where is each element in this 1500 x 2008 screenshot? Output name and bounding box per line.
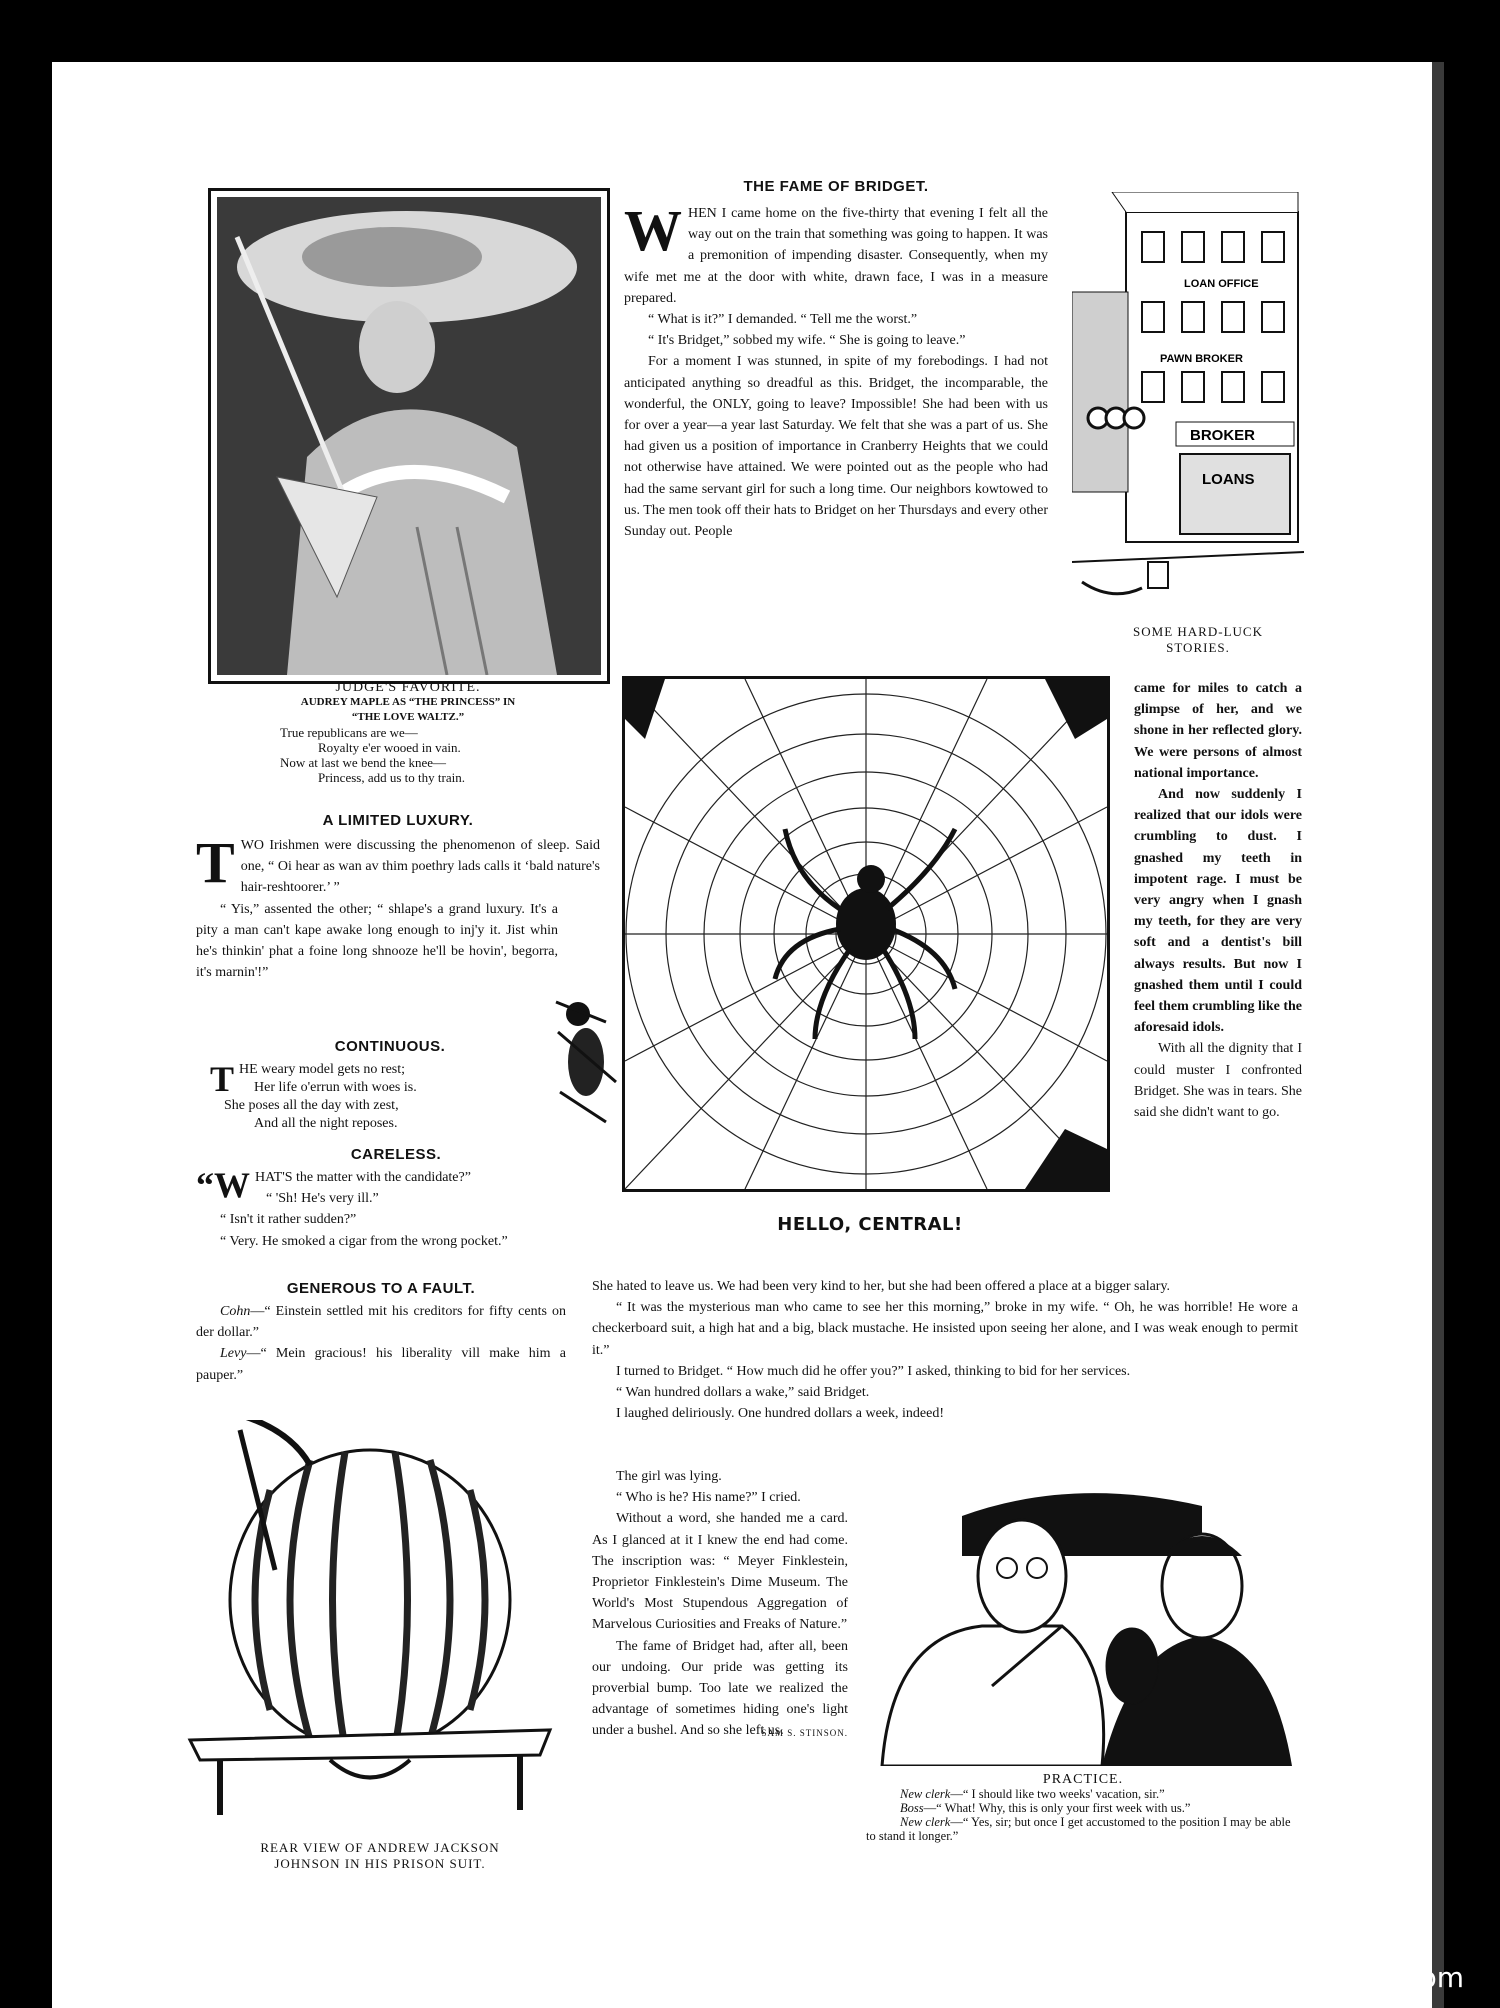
careless-line-1: HAT'S the matter with the candidate?” bbox=[255, 1170, 471, 1185]
judge-sub1: AUDREY MAPLE AS “THE PRINCESS” IN bbox=[300, 696, 516, 708]
generous-line-2: —“ Mein gracious! his liberality vill make him a pauper.” bbox=[196, 1346, 566, 1383]
bridget-wide-3: I turned to Bridget. “ How much did he offer you?” I asked, thinking to bid for her services. bbox=[616, 1363, 1131, 1379]
practice-line-2: —“ What! Why, this is only your first week with us.” bbox=[923, 1801, 1191, 1815]
loan-office-sign: LOAN OFFICE bbox=[1184, 278, 1259, 290]
bridget-wide-4: “ Wan hundred dollars a wake,” said Bridget. bbox=[616, 1385, 870, 1401]
practice-line-3: —“ Yes, sir; but once I get accustomed to the position I may be able to stand it longer.” bbox=[866, 1815, 1291, 1843]
bridget-side-column bbox=[1134, 678, 1302, 1123]
loans-sign: LOANS bbox=[1202, 471, 1255, 488]
bridget-narrow-1: The girl was lying. bbox=[616, 1469, 722, 1484]
generous-title: GENEROUS TO A FAULT. bbox=[286, 1280, 476, 1297]
bridget-para-2: “ What is it?” I demanded. “ Tell me the worst.” bbox=[648, 312, 918, 328]
judge-verse-4: Princess, add us to thy train. bbox=[318, 770, 465, 785]
bridget-narrow-3: Without a word, she handed me a card. As I glanced at it I knew the end had come. The inscription was: “ Meyer Finklestein, Proprietor Finklestein's Dime Museum. The World's Most Stupendous Aggregation of Marvelous Curiosities and Freaks of Nature.” bbox=[592, 1511, 848, 1633]
fame-of-bridget-article bbox=[624, 178, 1048, 542]
page-edge bbox=[1432, 62, 1444, 2008]
drop-cap-t2: T bbox=[210, 1059, 235, 1099]
author-credit: SAM S. STINSON. bbox=[761, 1727, 848, 1738]
spider-illustration bbox=[622, 676, 1110, 1192]
speaker-new-clerk: New clerk bbox=[900, 1787, 951, 1801]
drop-cap-t: T bbox=[196, 830, 235, 895]
pawnbroker-illustration bbox=[1072, 192, 1304, 612]
bridget-wide-5: I laughed deliriously. One hundred dollars a week, indeed! bbox=[616, 1406, 944, 1422]
speaker-boss: Boss bbox=[900, 1801, 924, 1815]
melon-caption bbox=[210, 1840, 550, 1872]
bridget-para-4: For a moment I was stunned, in spite of my forebodings. I had not anticipated anything so dreadful as this. Bridget, the incomparable, the wonderful, the ONLY, going to leave? Impossible! She had been with us for over a year—a year last Saturday. We felt that she was a part of us. She had given us a position of importance in Cranberry Heights that we could not otherwise have attained. We were pointed out as the people who had had the same servant girl for such a long time. Our neighbors kowtowed to us. The men took off their hats to Bridget on her Thursdays and every other Sunday out. People bbox=[624, 354, 1048, 540]
judge-sub2: “THE LOVE WALTZ.” bbox=[351, 711, 465, 723]
careless-line-2: “ 'Sh! He's very ill.” bbox=[266, 1191, 379, 1207]
speaker-new-clerk-2: New clerk bbox=[900, 1815, 951, 1829]
continuous-line-2: Her life o'errun with woes is. bbox=[254, 1080, 417, 1095]
practice-line-1: —“ I should like two weeks' vacation, sir.” bbox=[950, 1787, 1165, 1801]
judge-verse-3: Now at last we bend the knee— bbox=[280, 755, 447, 770]
bridget-narrow-2: “ Who is he? His name?” I cried. bbox=[616, 1490, 801, 1506]
bridget-title: THE FAME OF BRIDGET. bbox=[743, 178, 929, 195]
bridget-narrow-4: The fame of Bridget had, after all, been our undoing. Our pride was getting its proverbial bump. Too late we realized the advantage of sometimes hiding one's light under a bushel. And so she left us. bbox=[592, 1638, 848, 1739]
hardluck-caption bbox=[1088, 624, 1308, 656]
drop-cap-w2: W bbox=[624, 198, 682, 263]
continuous-title: CONTINUOUS. bbox=[334, 1038, 446, 1055]
continuous-line-3: She poses all the day with zest, bbox=[224, 1098, 399, 1113]
spider-web-drawing bbox=[625, 679, 1107, 1189]
careless-line-4: “ Very. He smoked a cigar from the wrong pocket.” bbox=[220, 1233, 508, 1249]
careless-line-3: “ Isn't it rather sudden?” bbox=[220, 1212, 357, 1228]
pawn-broker-sign: PAWN BROKER bbox=[1160, 353, 1243, 365]
continuous-line-1: HE weary model gets no rest; bbox=[239, 1062, 406, 1077]
limited-luxury-article bbox=[196, 812, 600, 983]
portrait-illustration bbox=[217, 197, 601, 675]
bridget-narrow-column bbox=[592, 1466, 848, 1738]
judge-title: JUDGE'S FAVORITE. bbox=[335, 680, 481, 695]
judge-caption bbox=[208, 680, 608, 785]
drop-cap-w: “W bbox=[196, 1165, 250, 1205]
speaker-levy: Levy bbox=[220, 1346, 247, 1362]
bridget-side-2: And now suddenly I realized that our idols were crumbling to dust. I gnashed my teeth in impotent rage. I must be very angry when I gnash my teeth, for they are very soft and a dentist's bill always results. But now I gnashed them until I could feel them crumbling like the aforesaid idols. bbox=[1134, 787, 1302, 1036]
bridget-wide-1: She hated to leave us. We had been very kind to her, but she had been offered a place at a bigger salary. bbox=[592, 1279, 1171, 1294]
practice-cartoon bbox=[872, 1476, 1300, 1766]
practice-title: PRACTICE. bbox=[1042, 1772, 1124, 1787]
site-watermark: comicbooks.com bbox=[1229, 1961, 1464, 1994]
luxury-para-2: “ Yis,” assented the other; “ shlape's a grand luxury. It's a pity a man can't kape awake long enough to inj'y it. Jist whin he's thinkin' phat a foine long shnooze he'll be hovin', begorra, it's marnin'!” bbox=[196, 901, 558, 981]
bridget-side-1: came for miles to catch a glimpse of her, and we shone in her reflected glory. We were persons of almost national importance. bbox=[1134, 681, 1302, 781]
generous-line-1: —“ Einstein settled mit his creditors for fifty cents on der dollar.” bbox=[196, 1304, 566, 1341]
judge-verse-1: True republicans are we— bbox=[280, 725, 418, 740]
careless-title: CARELESS. bbox=[350, 1146, 442, 1163]
bridget-side-3: With all the dignity that I could muster I confronted Bridget. She was in tears. She said she didn't want to go. bbox=[1134, 1041, 1302, 1121]
bridget-wide-block bbox=[592, 1276, 1298, 1424]
judge-verse-2: Royalty e'er wooed in vain. bbox=[318, 740, 461, 755]
bridget-wide-2: “ It was the mysterious man who came to see her this morning,” broke in my wife. “ Oh, he was horrible! He wore a checkerboard suit, a high hat and a big, black mustache. He insisted upon seeing her alone, and I was weak enough to permit it.” bbox=[592, 1300, 1298, 1358]
continuous-line-4: And all the night reposes. bbox=[254, 1116, 398, 1131]
broker-sign: BROKER bbox=[1190, 427, 1256, 444]
speaker-cohn: Cohn bbox=[220, 1304, 251, 1319]
luxury-para-1: WO Irishmen were discussing the phenomenon of sleep. Said one, “ Oi hear as wan av thim poethry lads calls it ‘bald nature's hair-reshtoorer.’ ” bbox=[240, 838, 600, 896]
careless-article bbox=[196, 1146, 596, 1252]
practice-caption bbox=[866, 1772, 1300, 1843]
melon-caption-1: REAR VIEW OF ANDREW JACKSON bbox=[260, 1840, 500, 1855]
bridget-para-1: HEN I came home on the five-thirty that evening I felt all the way out on the train that something was going to happen. It was a premonition of impending disaster. Consequently, when my wife met me at the door with white, drawn face, I was in a measure prepared. bbox=[624, 206, 1048, 306]
limited-luxury-title: A LIMITED LUXURY. bbox=[322, 812, 474, 829]
hardluck-caption-2: STORIES. bbox=[1166, 640, 1230, 655]
melon-caption-2: JOHNSON IN HIS PRISON SUIT. bbox=[274, 1856, 486, 1871]
audrey-maple-photo bbox=[208, 188, 610, 684]
fly-illustration bbox=[546, 992, 628, 1132]
spider-caption: HELLO, CENTRAL! bbox=[777, 1214, 963, 1235]
generous-article bbox=[196, 1280, 566, 1386]
bridget-para-3: “ It's Bridget,” sobbed my wife. “ She is going to leave.” bbox=[648, 333, 966, 349]
watermelon-illustration bbox=[180, 1420, 560, 1820]
continuous-poem bbox=[210, 1038, 570, 1133]
hardluck-caption-1: SOME HARD-LUCK bbox=[1133, 624, 1263, 639]
